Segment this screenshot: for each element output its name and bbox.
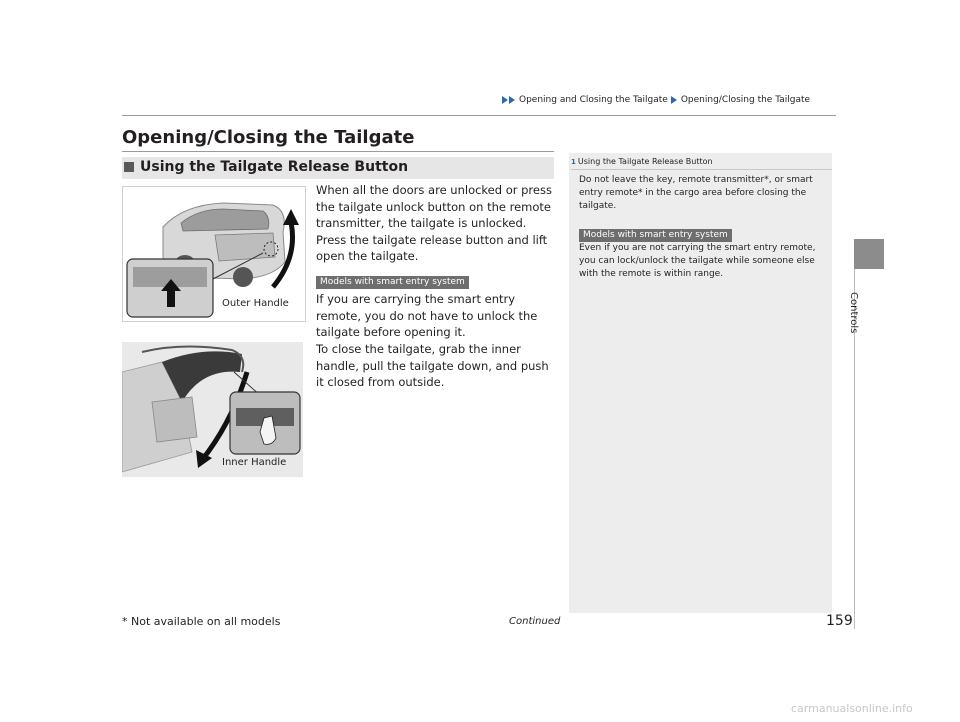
note-heading xyxy=(571,157,713,166)
breadcrumb-section[interactable]: Opening and Closing the Tailgate xyxy=(519,95,668,105)
note-text-2: Even if you are not carrying the smart entry remote, you can lock/unlock the tailgate while someone else with the remote is within range. xyxy=(579,243,816,279)
note-number: 1 xyxy=(571,158,576,166)
model-badge: Models with smart entry system xyxy=(316,276,469,289)
breadcrumb xyxy=(502,95,810,105)
note-text-1: Do not leave the key, remote transmitter*, or smart entry remote* in the cargo area before closing the tailgate. xyxy=(579,175,813,211)
note-model-badge: Models with smart entry system xyxy=(579,229,732,242)
outer-handle-label: Outer Handle xyxy=(222,298,289,309)
section-bullet-icon xyxy=(124,162,134,172)
chapter-tab-label[interactable]: Controls xyxy=(848,292,859,334)
continued-label: Continued xyxy=(509,616,561,627)
header-divider xyxy=(122,115,836,116)
page-title: Opening/Closing the Tailgate xyxy=(122,127,415,148)
watermark: carmanualsonline.info xyxy=(791,702,913,715)
instruction-paragraph-1: When all the doors are unlocked or press the tailgate unlock button on the remote transmitter, the tailgate is unlocked. Press the tailgate release button and lift open the tailgate. xyxy=(316,183,552,263)
page-number: 159 xyxy=(826,613,853,629)
instruction-paragraph-3: To close the tailgate, grab the inner handle, pull the tailgate down, and push it closed from outside. xyxy=(316,342,549,389)
note-panel xyxy=(569,153,832,613)
section-title: Using the Tailgate Release Button xyxy=(140,159,409,175)
footnote: * Not available on all models xyxy=(122,615,281,628)
breadcrumb-page[interactable]: Opening/Closing the Tailgate xyxy=(680,95,811,105)
breadcrumb-arrow-icon xyxy=(671,96,677,104)
title-divider xyxy=(122,151,554,152)
note-divider xyxy=(571,169,832,170)
breadcrumb-arrow-icon xyxy=(509,96,515,104)
instruction-paragraph-2: If you are carrying the smart entry remote, you do not have to unlock the tailgate before opening it. xyxy=(316,292,538,339)
breadcrumb-arrow-icon xyxy=(502,96,508,104)
inner-handle-label: Inner Handle xyxy=(222,457,287,468)
note-heading-text: Using the Tailgate Release Button xyxy=(577,157,713,166)
chapter-tab-marker xyxy=(854,239,884,269)
